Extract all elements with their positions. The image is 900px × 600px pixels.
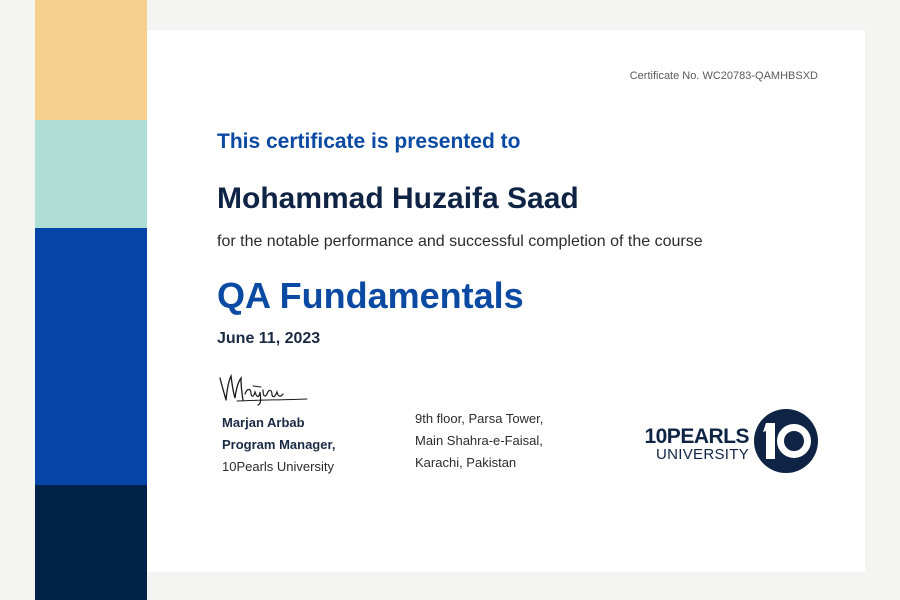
address-line-3: Karachi, Pakistan bbox=[415, 455, 517, 470]
stripe-blue bbox=[35, 228, 147, 485]
logo-text-university: UNIVERSITY bbox=[655, 446, 749, 463]
completion-reason: for the notable performance and successful completion of the course bbox=[217, 233, 703, 250]
recipient-name: Mohammad Huzaifa Saad bbox=[217, 182, 579, 215]
signatory-organization: 10Pearls University bbox=[222, 459, 334, 474]
certificate-card bbox=[147, 30, 865, 572]
decorative-color-stripes bbox=[35, 0, 147, 600]
logo-text-10pearls: 10PEARLS bbox=[644, 425, 749, 448]
address-block bbox=[415, 408, 543, 474]
course-title: QA Fundamentals bbox=[217, 275, 524, 316]
signatory-block bbox=[222, 412, 335, 478]
10pearls-university-logo bbox=[631, 408, 821, 474]
signatory-name: Marjan Arbab bbox=[222, 415, 305, 430]
stripe-mint bbox=[35, 120, 147, 228]
completion-date: June 11, 2023 bbox=[217, 330, 321, 347]
address-line-1: 9th floor, Parsa Tower, bbox=[415, 411, 544, 426]
certificate-number: Certificate No. WC20783-QAMHBSXD bbox=[629, 70, 818, 82]
signatory-title: Program Manager, bbox=[222, 437, 336, 452]
presented-to-heading: This certificate is presented to bbox=[217, 130, 521, 153]
stripe-navy bbox=[35, 485, 147, 600]
stripe-yellow bbox=[35, 0, 147, 120]
10-circle-logo-icon bbox=[753, 408, 819, 474]
signature-image bbox=[217, 370, 312, 406]
address-line-2: Main Shahra-e-Faisal, bbox=[415, 433, 543, 448]
